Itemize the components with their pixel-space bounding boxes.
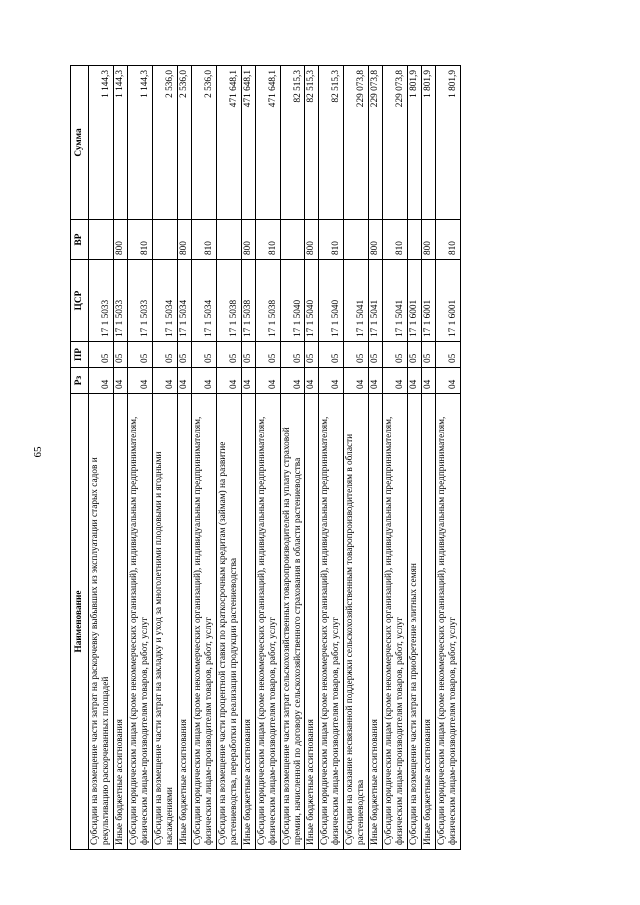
cell-name: Субсидии юридическим лицам (кроме некоммерческих организаций), индивидуальным предпринимателям, физическим лицам-производителям товаров, работ, услуг xyxy=(191,394,216,850)
cell-name: Иные бюджетные ассигнования xyxy=(305,394,319,850)
cell-name: Субсидии на оказание несвязанной поддержки сельскохозяйственным товаропроизводителям в области растениеводства xyxy=(344,394,369,850)
cell-rz: 04 xyxy=(177,368,191,394)
cell-name: Иные бюджетные ассигнования xyxy=(241,394,255,850)
cell-pr: 05 xyxy=(436,342,461,368)
cell-name: Субсидии на возмещение части процентной ставки по краткосрочным кредитам (займам) на развитие растениеводства, переработки и реализации продукции растениеводства xyxy=(216,394,241,850)
cell-pr: 05 xyxy=(344,342,369,368)
table-row xyxy=(89,66,114,850)
cell-rz: 04 xyxy=(319,368,344,394)
cell-csr: 17 1 5038 xyxy=(241,260,255,342)
page-number: 65 xyxy=(32,446,44,458)
column-header-vr: ВР xyxy=(71,220,89,260)
table-row xyxy=(305,66,319,850)
cell-vr xyxy=(89,220,114,260)
cell-vr: 800 xyxy=(113,220,127,260)
cell-rz: 04 xyxy=(152,368,177,394)
cell-name: Иные бюджетные ассигнования xyxy=(422,394,436,850)
cell-sum: 1 801,9 xyxy=(422,66,436,220)
cell-sum: 471 648,1 xyxy=(216,66,241,220)
table-row xyxy=(191,66,216,850)
cell-vr: 800 xyxy=(369,220,383,260)
table-row xyxy=(408,66,422,850)
cell-pr: 05 xyxy=(127,342,152,368)
table-row xyxy=(177,66,191,850)
cell-vr: 810 xyxy=(127,220,152,260)
cell-vr xyxy=(344,220,369,260)
cell-vr: 810 xyxy=(383,220,408,260)
cell-csr: 17 1 5041 xyxy=(383,260,408,342)
cell-rz: 04 xyxy=(344,368,369,394)
column-header-name: Наименование xyxy=(71,394,89,850)
table-row xyxy=(152,66,177,850)
cell-sum: 229 073,8 xyxy=(369,66,383,220)
column-header-sum: Сумма xyxy=(71,66,89,220)
table-header-row xyxy=(71,66,89,850)
cell-pr: 05 xyxy=(191,342,216,368)
cell-sum: 2 536,0 xyxy=(191,66,216,220)
cell-sum: 82 515,3 xyxy=(280,66,305,220)
cell-name: Субсидии на возмещение части затрат на закладку и уход за многолетними плодовыми и ягодными насаждениями xyxy=(152,394,177,850)
cell-pr: 05 xyxy=(152,342,177,368)
cell-name: Субсидии юридическим лицам (кроме некоммерческих организаций), индивидуальным предпринимателям, физическим лицам-производителям товаров, работ, услуг xyxy=(127,394,152,850)
cell-vr xyxy=(408,220,422,260)
cell-rz: 04 xyxy=(369,368,383,394)
cell-csr: 17 1 5038 xyxy=(216,260,241,342)
cell-csr: 17 1 6001 xyxy=(436,260,461,342)
cell-csr: 17 1 5040 xyxy=(319,260,344,342)
cell-csr: 17 1 5034 xyxy=(177,260,191,342)
cell-sum: 1 801,9 xyxy=(436,66,461,220)
cell-csr: 17 1 5034 xyxy=(191,260,216,342)
cell-vr: 800 xyxy=(241,220,255,260)
table-row xyxy=(436,66,461,850)
table-row xyxy=(216,66,241,850)
cell-name: Иные бюджетные ассигнования xyxy=(177,394,191,850)
cell-rz: 04 xyxy=(305,368,319,394)
table-row xyxy=(113,66,127,850)
cell-csr: 17 1 6001 xyxy=(422,260,436,342)
table-body xyxy=(89,66,461,850)
cell-pr: 05 xyxy=(280,342,305,368)
cell-vr: 810 xyxy=(255,220,280,260)
cell-sum: 471 648,1 xyxy=(241,66,255,220)
cell-sum: 1 144,3 xyxy=(127,66,152,220)
table-row xyxy=(422,66,436,850)
cell-csr: 17 1 6001 xyxy=(408,260,422,342)
cell-pr: 05 xyxy=(241,342,255,368)
column-header-rz: Рз xyxy=(71,368,89,394)
cell-pr: 05 xyxy=(305,342,319,368)
cell-sum: 1 144,3 xyxy=(89,66,114,220)
cell-csr: 17 1 5041 xyxy=(369,260,383,342)
table-row xyxy=(369,66,383,850)
cell-csr: 17 1 5038 xyxy=(255,260,280,342)
cell-rz: 04 xyxy=(383,368,408,394)
cell-name: Субсидии юридическим лицам (кроме некоммерческих организаций), индивидуальным предпринимателям, физическим лицам-производителям товаров, работ, услуг xyxy=(255,394,280,850)
cell-pr: 05 xyxy=(422,342,436,368)
cell-sum: 82 515,3 xyxy=(319,66,344,220)
cell-csr: 17 1 5040 xyxy=(280,260,305,342)
cell-csr: 17 1 5033 xyxy=(89,260,114,342)
column-header-csr: ЦСР xyxy=(71,260,89,342)
cell-name: Субсидии на возмещение части затрат на приобретение элитных семян xyxy=(408,394,422,850)
cell-name: Иные бюджетные ассигнования xyxy=(113,394,127,850)
cell-name: Субсидии юридическим лицам (кроме некоммерческих организаций), индивидуальным предпринимателям, физическим лицам-производителям товаров, работ, услуг xyxy=(319,394,344,850)
cell-sum: 471 648,1 xyxy=(255,66,280,220)
cell-rz: 04 xyxy=(436,368,461,394)
table-row xyxy=(319,66,344,850)
cell-vr xyxy=(152,220,177,260)
cell-rz: 04 xyxy=(241,368,255,394)
cell-pr: 05 xyxy=(216,342,241,368)
cell-name: Субсидии на возмещение части затрат на раскорчевку выбывших из эксплуатации старых садов и рекультивацию раскорчеванных площадей xyxy=(89,394,114,850)
table-row xyxy=(241,66,255,850)
cell-vr: 810 xyxy=(191,220,216,260)
cell-csr: 17 1 5040 xyxy=(305,260,319,342)
cell-csr: 17 1 5034 xyxy=(152,260,177,342)
cell-name: Субсидии юридическим лицам (кроме некоммерческих организаций), индивидуальным предпринимателям, физическим лицам-производителям товаров, работ, услуг xyxy=(383,394,408,850)
cell-sum: 229 073,8 xyxy=(383,66,408,220)
cell-csr: 17 1 5041 xyxy=(344,260,369,342)
cell-rz: 04 xyxy=(216,368,241,394)
cell-rz: 04 xyxy=(255,368,280,394)
cell-pr: 05 xyxy=(319,342,344,368)
cell-name: Иные бюджетные ассигнования xyxy=(369,394,383,850)
cell-sum: 82 515,3 xyxy=(305,66,319,220)
cell-rz: 04 xyxy=(113,368,127,394)
table-row xyxy=(344,66,369,850)
cell-sum: 1 801,9 xyxy=(408,66,422,220)
cell-vr: 800 xyxy=(305,220,319,260)
cell-pr: 05 xyxy=(89,342,114,368)
cell-rz: 04 xyxy=(280,368,305,394)
cell-pr: 05 xyxy=(255,342,280,368)
cell-pr: 05 xyxy=(113,342,127,368)
budget-table xyxy=(70,65,461,850)
cell-vr: 800 xyxy=(422,220,436,260)
cell-pr: 05 xyxy=(369,342,383,368)
cell-rz: 04 xyxy=(191,368,216,394)
cell-sum: 1 144,3 xyxy=(113,66,127,220)
cell-vr: 810 xyxy=(319,220,344,260)
cell-rz: 04 xyxy=(422,368,436,394)
cell-pr: 05 xyxy=(383,342,408,368)
cell-vr xyxy=(216,220,241,260)
cell-pr: 05 xyxy=(177,342,191,368)
table-row xyxy=(255,66,280,850)
cell-sum: 229 073,8 xyxy=(344,66,369,220)
cell-name: Субсидии на возмещение части затрат сельскохозяйственных товаропроизводителей на уплату страховой премии, начисленной по договору сельскохозяйственного страхования в области растениеводства xyxy=(280,394,305,850)
cell-sum: 2 536,0 xyxy=(152,66,177,220)
table-row xyxy=(383,66,408,850)
table-row xyxy=(127,66,152,850)
cell-sum: 2 536,0 xyxy=(177,66,191,220)
column-header-pr: ПР xyxy=(71,342,89,368)
cell-pr: 05 xyxy=(408,342,422,368)
cell-rz: 04 xyxy=(89,368,114,394)
cell-csr: 17 1 5033 xyxy=(113,260,127,342)
cell-name: Субсидии юридическим лицам (кроме некоммерческих организаций), индивидуальным предпринимателям, физическим лицам-производителям товаров, работ, услуг xyxy=(436,394,461,850)
rotated-page-content xyxy=(70,66,610,850)
table-row xyxy=(280,66,305,850)
cell-csr: 17 1 5033 xyxy=(127,260,152,342)
cell-vr: 800 xyxy=(177,220,191,260)
cell-vr: 810 xyxy=(436,220,461,260)
cell-rz: 04 xyxy=(127,368,152,394)
cell-rz: 04 xyxy=(408,368,422,394)
cell-vr xyxy=(280,220,305,260)
